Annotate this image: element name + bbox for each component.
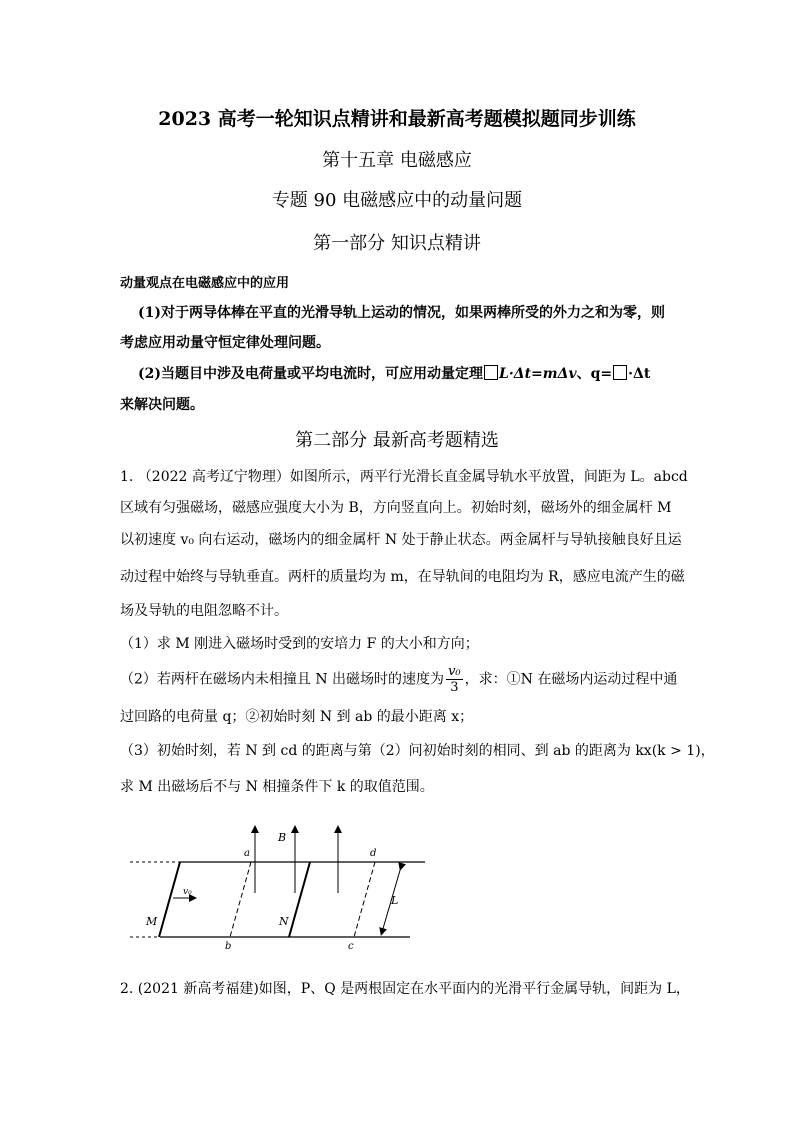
missing-glyph-box [484,365,498,380]
label-b-field: B [278,831,287,844]
q1-sub3-line1: （3）初始时刻，若 N 到 cd 的距离与第（2）问初始时刻的相同、到 ab 的距离为 kx(k > 1)， [120,743,715,759]
missing-glyph-box [613,365,627,380]
point1-line1: (1)对于两导体棒在平直的光滑导轨上运动的情况，如果两棒所受的外力之和为零，则 [138,305,665,321]
label-v0: v₀ [183,887,192,897]
point2-formula-b: ·Δt [628,366,651,382]
label-a: a [244,848,250,859]
q1-sub2-line2: 过回路的电荷量 q；②初始时刻 N 到 ab 的最小距离 x； [120,709,474,725]
q1-sub2-line1 [120,664,677,695]
point2-line1 [138,363,650,383]
fraction-numerator: v₀ [448,664,461,679]
point2-formula-a: L·Δt=mΔv [499,366,577,382]
label-n: N [279,915,289,928]
chapter-title: 第十五章 电磁感应 [322,150,472,171]
boundary-cd [354,862,375,937]
point1-line2: 考虑应用动量守恒定律处理问题。 [120,335,330,351]
q1-line3: 以初速度 v₀ 向右运动，磁场内的细金属杆 N 处于静止状态。两金属杆与导轨接触良好且运 [120,532,682,548]
q1-sub2-text: （2）若两杆在磁场内未相撞且 N 出磁场时的速度为 [120,671,445,688]
topic-title: 专题 90 电磁感应中的动量问题 [271,190,523,211]
label-m: M [146,915,158,928]
knowledge-heading: 动量观点在电磁感应中的应用 [120,276,290,291]
part2-heading: 第二部分 最新高考题精选 [295,430,499,451]
q1-line4: 动过程中始终与导轨垂直。两杆的质量均为 m，在导轨间的电阻均为 R，感应电流产生的磁 [120,569,685,585]
q1-sub2-text-after: ，求：①N 在磁场内运动过程中通 [464,671,678,688]
q1-sub3-line2: 求 M 出磁场后不与 N 相撞条件下 k 的取值范围。 [120,779,434,795]
point2-separator: 、q= [576,366,613,382]
part1-heading: 第一部分 知识点精讲 [313,233,481,254]
point2-line2: 来解决问题。 [120,397,204,413]
q1-line5: 场及导轨的电阻忽略不计。 [120,603,288,619]
fraction-v0-over-3 [446,664,463,695]
rod-m [159,862,180,937]
rod-n [289,862,310,937]
boundary-ab [230,862,251,937]
label-b: b [225,941,232,952]
document-title: 2023 高考一轮知识点精讲和最新高考题模拟题同步训练 [158,108,636,130]
point2-text: (2)当题目中涉及电荷量或平均电流时，可应用动量定理 [138,366,483,382]
q1-line1: 1. （2022 高考辽宁物理）如图所示，两平行光滑长直金属导轨水平放置，间距为 L。abcd [120,469,688,485]
q1-sub1: （1）求 M 刚进入磁场时受到的安培力 F 的大小和方向； [120,636,479,652]
q1-line2: 区域有匀强磁场，磁感应强度大小为 B，方向竖直向上。初始时刻，磁场外的细金属杆 M [120,500,672,516]
fraction-denominator: 3 [450,680,459,695]
rail-diagram [125,815,435,955]
label-l: L [391,894,399,907]
label-d: d [370,848,377,859]
label-c: c [348,941,354,952]
q2-line1: 2. (2021 新高考福建)如图，P、Q 是两根固定在水平面内的光滑平行金属导轨，间距为 L， [120,981,690,997]
